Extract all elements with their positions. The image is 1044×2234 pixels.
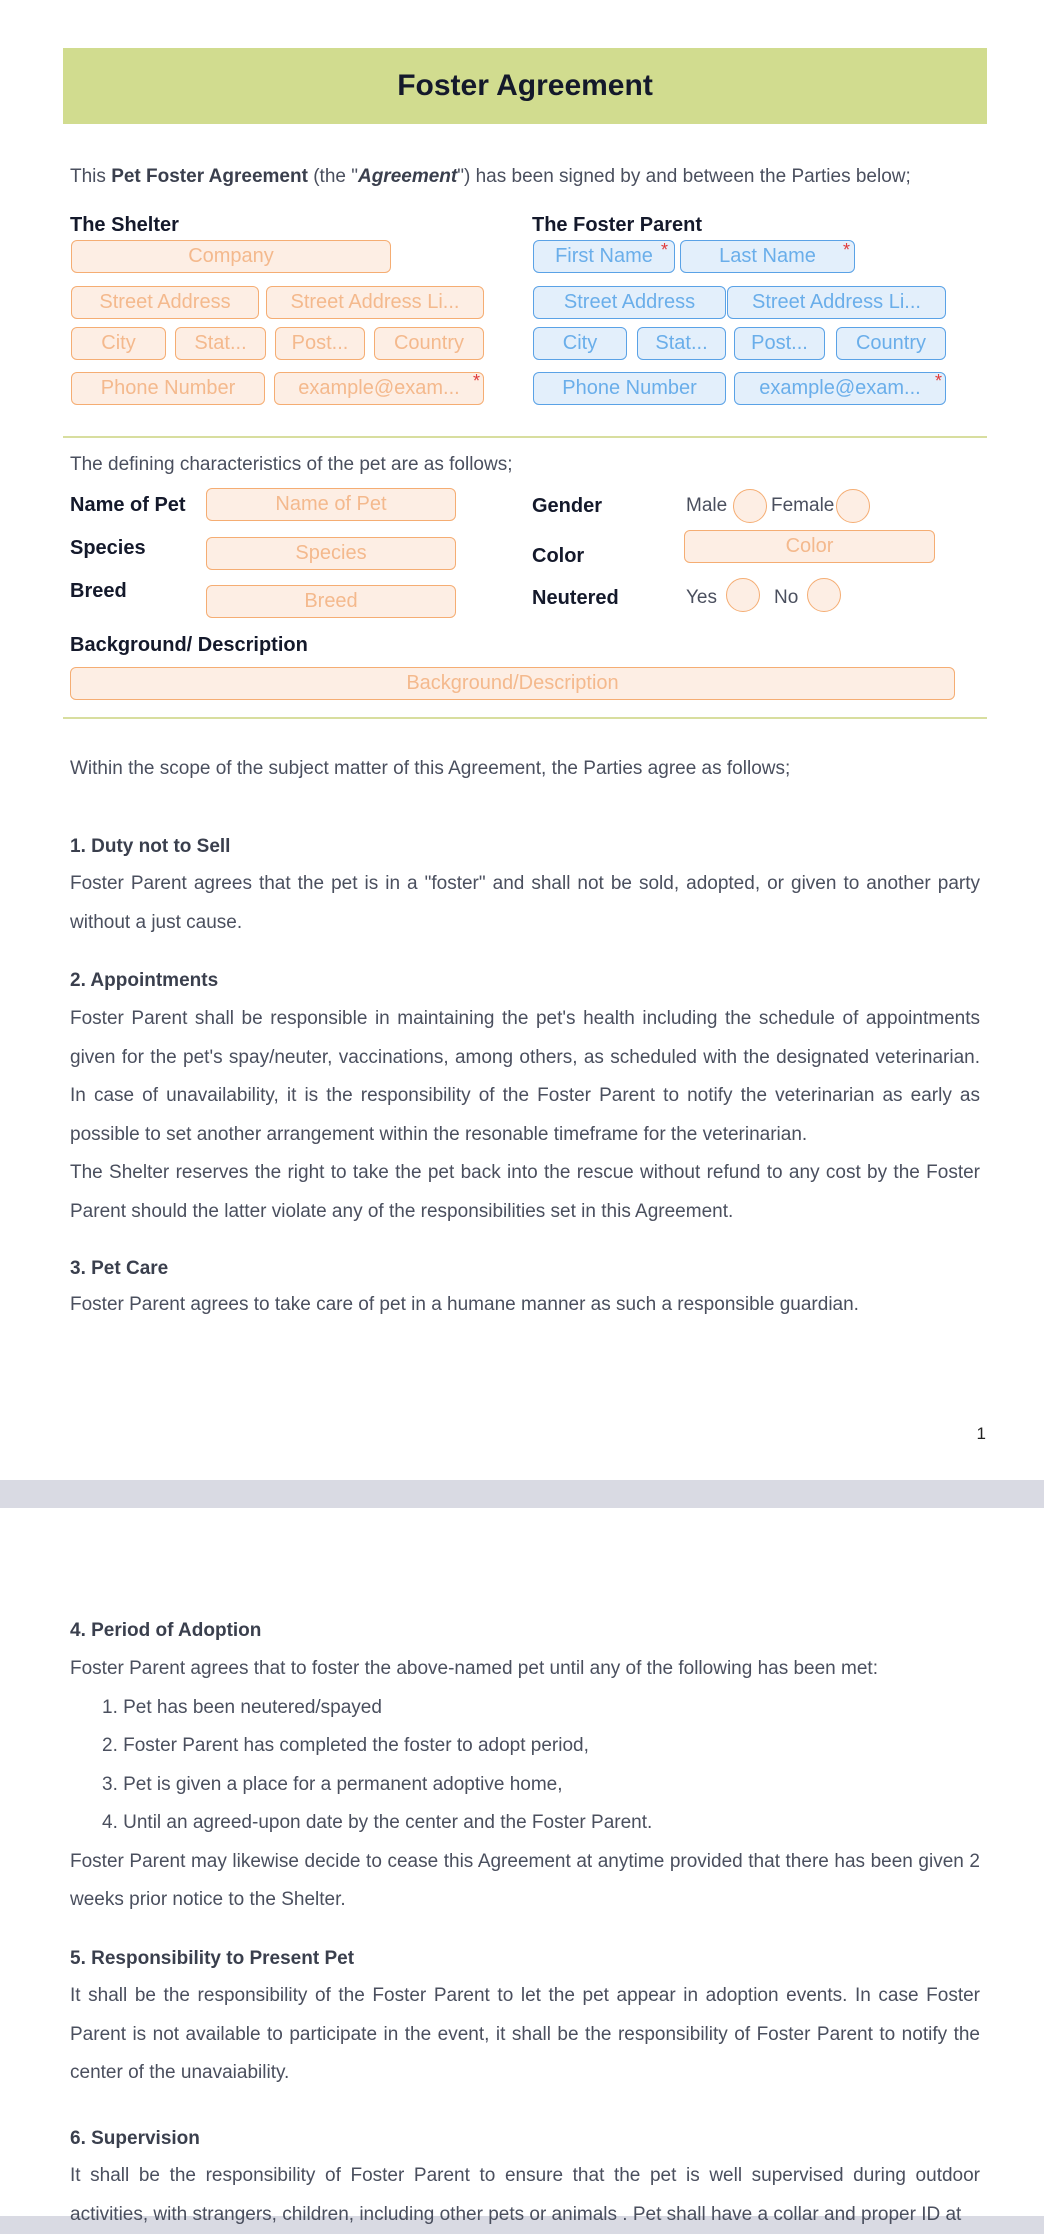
list-item: 4. Until an agreed-upon date by the center and the Foster Parent. [102, 1812, 653, 1833]
section-3-title: 3. Pet Care [70, 1258, 169, 1279]
neutered-yes-label: Yes [686, 587, 717, 608]
gender-male-label: Male [686, 495, 728, 516]
required-asterisk: * [473, 371, 481, 391]
foster-street-field[interactable]: Street Address [533, 286, 726, 319]
section-6-title: 6. Supervision [70, 2128, 200, 2149]
foster-first-name-field[interactable]: First Name [533, 240, 675, 273]
foster-last-name-field[interactable]: Last Name [680, 240, 855, 273]
foster-phone-field[interactable]: Phone Number [533, 372, 726, 405]
shelter-street-field[interactable]: Street Address [71, 286, 259, 319]
section-1-paragraph: Foster Parent agrees that the pet is in a "foster" and shall not be sold, adopted, or given to another party without a just cause. [70, 873, 980, 933]
pet-breed-field[interactable]: Breed [206, 585, 456, 618]
section-4-outro: Foster Parent may likewise decide to cease this Agreement at anytime provided that there has been given 2 weeks prior notice to the Shelter. [70, 1850, 980, 1910]
shelter-country-field[interactable]: Country [374, 327, 484, 360]
section-2-title: 2. Appointments [70, 970, 219, 991]
foster-country-field[interactable]: Country [836, 327, 946, 360]
list-item: 2. Foster Parent has completed the foster to adopt period, [102, 1735, 589, 1756]
section-2-text [70, 1000, 980, 1231]
section-1-title: 1. Duty not to Sell [70, 836, 231, 857]
section-3-paragraph: Foster Parent agrees to take care of pet in a humane manner as such a responsible guardian. [70, 1294, 859, 1315]
section-2-paragraph-2: The Shelter reserves the right to take the pet back into the rescue without refund to any cost by the Foster Parent should the latter violate any of the responsibilities set in this Agreement. [70, 1162, 980, 1222]
foster-state-field[interactable]: Stat... [637, 327, 726, 360]
section-4-list [70, 1689, 980, 1843]
section-4-text [70, 1650, 980, 1920]
intro-pre: This [70, 166, 112, 187]
gender-female-label: Female [771, 495, 835, 516]
section-4-intro: Foster Parent agrees that to foster the above-named pet until any of the following has been met: [70, 1658, 878, 1679]
shelter-postal-field[interactable]: Post... [275, 327, 365, 360]
intro-text [70, 166, 911, 188]
section-1-text [70, 865, 980, 942]
shelter-street2-field[interactable]: Street Address Li... [266, 286, 484, 319]
document-page-2 [0, 1508, 1044, 2225]
neutered-label: Neutered [532, 587, 619, 609]
color-label: Color [532, 545, 585, 567]
foster-city-field[interactable]: City [533, 327, 627, 360]
document-title: Foster Agreement [397, 69, 653, 102]
neutered-no-radio[interactable] [807, 578, 841, 612]
intro-mid: (the " [307, 166, 358, 187]
shelter-state-field[interactable]: Stat... [175, 327, 266, 360]
pet-species-label: Species [70, 537, 146, 559]
pet-name-field[interactable]: Name of Pet [206, 488, 456, 521]
section-6-text [70, 2157, 980, 2234]
required-asterisk: * [935, 371, 943, 391]
shelter-heading: The Shelter [70, 214, 179, 236]
pet-name-label: Name of Pet [70, 494, 186, 516]
pet-color-field[interactable]: Color [684, 530, 935, 563]
foster-heading: The Foster Parent [532, 214, 703, 236]
shelter-phone-field[interactable]: Phone Number [71, 372, 265, 405]
intro-post: ") has been signed by and between the Parties below; [457, 166, 911, 187]
shelter-company-field[interactable]: Company [71, 240, 391, 273]
required-asterisk: * [661, 240, 669, 260]
intro-agreement-name: Pet Foster Agreement [111, 166, 308, 187]
section-5-title: 5. Responsibility to Present Pet [70, 1948, 355, 1969]
foster-street2-field[interactable]: Street Address Li... [727, 286, 946, 319]
intro-agreement-term: Agreement [357, 166, 458, 187]
page-number: 1 [976, 1424, 986, 1443]
background-description-field[interactable]: Background/Description [70, 667, 955, 700]
background-label: Background/ Description [70, 634, 308, 656]
pet-breed-label: Breed [70, 580, 127, 602]
section-2-paragraph-1: Foster Parent shall be responsible in maintaining the pet's health including the schedule of appointments given for the pet's spay/neuter, vaccinations, among others, as scheduled with the designated veterinarian. In case of unavailability, it is the responsibility of the Foster Parent to notify the veterinarian as early as possible to set another arrangement within the resonable timeframe for the veterinarian. [70, 1008, 980, 1145]
required-asterisk: * [843, 240, 851, 260]
foster-postal-field[interactable]: Post... [734, 327, 825, 360]
list-item: 1. Pet has been neutered/spayed [102, 1696, 382, 1718]
section-4-title: 4. Period of Adoption [70, 1620, 262, 1641]
list-item: 3. Pet is given a place for a permanent adoptive home, [102, 1773, 563, 1795]
foster-email-field[interactable]: example@exam... [734, 372, 946, 405]
section-5-paragraph: It shall be the responsibility of the Foster Parent to let the pet appear in adoption events. In case Foster Parent is not available to participate in the event, it shall be the responsibility of Foster Parent to notify the center of the unavaiability. [70, 1985, 980, 2083]
section-3-text [70, 1286, 980, 1325]
shelter-city-field[interactable]: City [71, 327, 166, 360]
section-6-paragraph: It shall be the responsibility of Foster Parent to ensure that the pet is well supervised during outdoor activities, with strangers, children, including other pets or animals . Pet shall have a collar and proper ID at [70, 2165, 980, 2225]
gender-female-radio[interactable] [836, 489, 870, 523]
gender-label: Gender [532, 495, 603, 517]
neutered-no-label: No [774, 587, 799, 608]
neutered-yes-radio[interactable] [726, 578, 760, 612]
section-divider [63, 436, 987, 438]
pet-species-field[interactable]: Species [206, 537, 456, 570]
shelter-email-field[interactable]: example@exam... [274, 372, 484, 405]
scope-text: Within the scope of the subject matter of this Agreement, the Parties agree as follows; [70, 758, 791, 779]
section-5-text [70, 1977, 980, 2093]
title-banner [63, 48, 987, 124]
pet-intro-text: The defining characteristics of the pet are as follows; [70, 454, 513, 475]
gender-male-radio[interactable] [733, 489, 767, 523]
section-divider [63, 717, 987, 719]
